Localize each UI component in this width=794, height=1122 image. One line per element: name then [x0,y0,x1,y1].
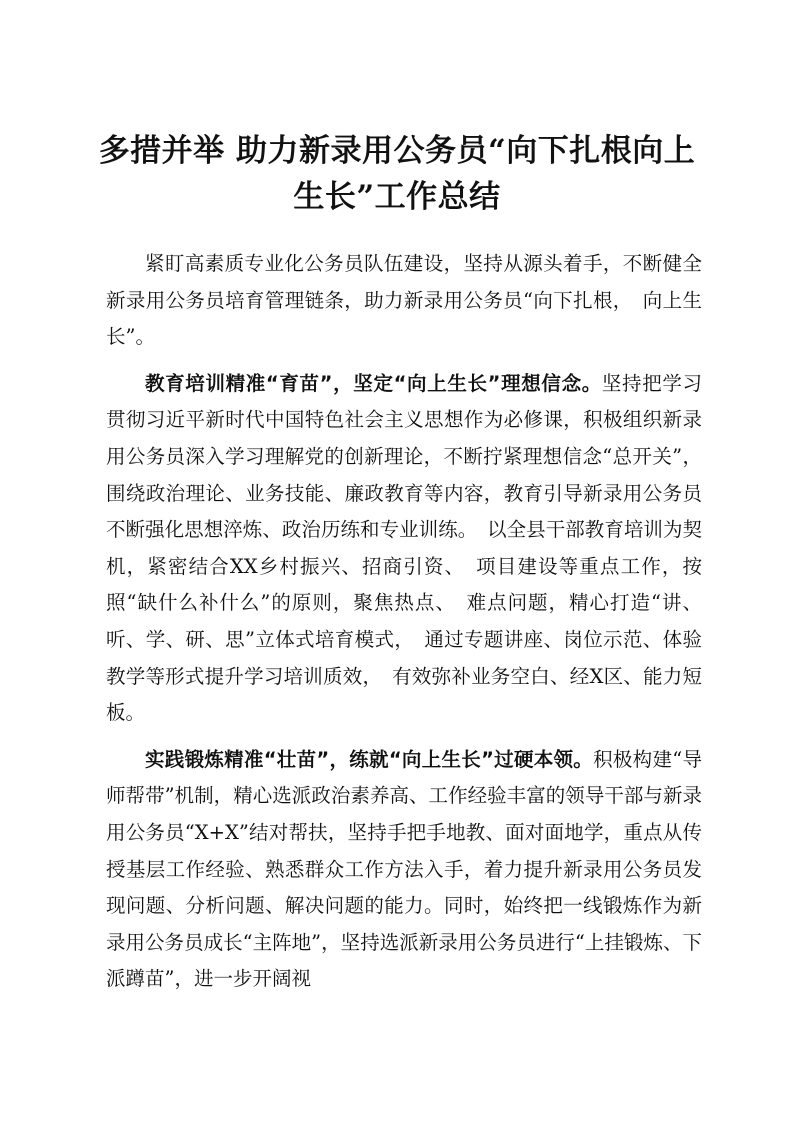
paragraph-heading: 实践锻炼精准“壮苗”，练就“向上生长”过硬本领。 [145,747,594,771]
paragraph-text: 紧盯高素质专业化公务员队伍建设，坚持从源头着手，不断健全新录用公务员培育管理链条，助力新录用公务员“向下扎根， 向上生长”。 [106,252,702,349]
paragraph-intro [106,246,702,356]
document-body [106,246,702,1008]
paragraph-practice-training [106,742,702,998]
document-title: 多措并举 助力新录用公务员“向下扎根向上生长”工作总结 [98,133,696,215]
paragraph-text: 坚持把学习贯彻习近平新时代中国特色社会主义思想作为必修课，积极组织新录用公务员深入学习理解党的创新理论，不断拧紧理想信念“总开关”，围绕政治理论、业务技能、廉政教育等内容，教育引导新录用公务员不断强化思想淬炼、政治历练和专业训练。 以全县干部教育培训为契机，紧密结合XX乡村振兴、招商引资、 项目建设等重点工作，按照“缺什么补什么”的原则，聚焦热点、 难点问题，精心打造“讲、听、学、研、思”立体式培育模式， 通过专题讲座、岗位示范、体验教学等形式提升学习培训质效， 有效弥补业务空白、经X区、能力短板。 [106,371,702,725]
paragraph-education-training [106,366,702,732]
paragraph-heading: 教育培训精准“育苗”，坚定“向上生长”理想信念。 [145,371,602,395]
paragraph-text: 积极构建“导师帮带”机制，精心选派政治素养高、工作经验丰富的领导干部与新录用公务员“X+X”结对帮扶，坚持手把手地教、面对面地学，重点从传授基层工作经验、熟悉群众工作方法入手，着力提升新录用公务员发现问题、分析问题、解决问题的能力。同时，始终把一线锻炼作为新录用公务员成长“主阵地”，坚持选派新录用公务员进行“上挂锻炼、下派蹲苗”，进一步开阔视 [106,747,702,991]
